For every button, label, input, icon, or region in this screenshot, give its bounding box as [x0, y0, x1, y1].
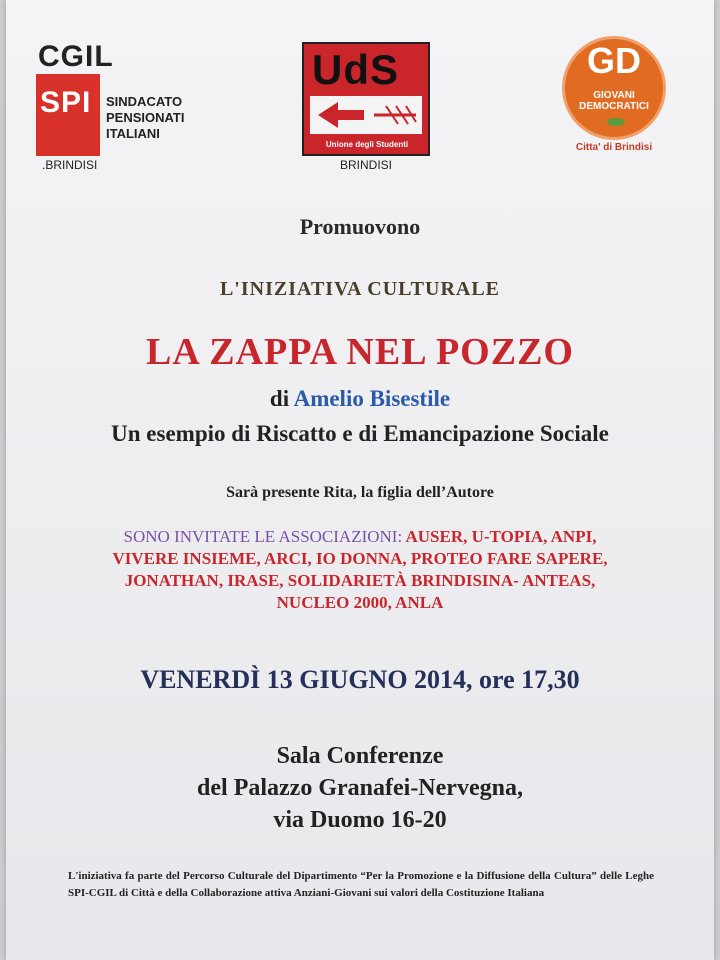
gd-logo-city: Citta' di Brindisi: [575, 142, 653, 153]
poster: [6, 0, 714, 960]
spi-line-1: SINDACATO: [106, 94, 183, 109]
uds-logo-subtitle: Unione degli Studenti: [325, 140, 409, 149]
spi-logo-city: .BRINDISI: [42, 158, 98, 172]
venue-line-1: Sala Conferenze: [276, 743, 444, 769]
gd-line-2: DEMOCRATICI: [579, 101, 649, 112]
author-name: Amelio Bisestile: [293, 386, 451, 411]
associations-block: [6, 526, 714, 614]
uds-logo-city: BRINDISI: [339, 158, 392, 172]
gd-logo-subtitle: [562, 90, 666, 112]
footer-note: L'iniziativa fa parte del Percorso Culturale del Dipartimento “Per la Promozione e la Diffusione della Cultura” delle Leghe SPI-CGIL di Città e della Collaborazione attiva Anziani-Giovani sui valori della Costituzione Italiana: [68, 870, 654, 899]
cgil-logo-word: CGIL: [38, 40, 114, 73]
gd-leaf-icon: [606, 116, 626, 128]
uds-logo-word: UdS: [312, 46, 399, 93]
cgil-spi-logo: [36, 40, 186, 175]
venue-block: [6, 740, 714, 836]
iniziativa-heading: L'INIZIATIVA CULTURALE: [219, 278, 501, 300]
gd-logo-word: GD: [587, 40, 641, 81]
book-subtitle: Un esempio di Riscatto e di Emancipazione Sociale: [111, 421, 609, 446]
book-title: LA ZAPPA NEL POZZO: [146, 331, 574, 373]
event-date: VENERDÌ 13 GIUGNO 2014, ore 17,30: [140, 665, 580, 694]
spi-logo-lines: [106, 94, 185, 142]
associations-first: AUSER, U-TOPIA, ANPI,: [405, 527, 597, 546]
associations-line-1: [6, 526, 714, 548]
author-line: [6, 386, 714, 412]
uds-logo-box: [302, 42, 430, 156]
gd-logo: [554, 36, 674, 161]
associations-lead: SONO INVITATE LE ASSOCIAZIONI:: [123, 527, 403, 546]
spi-line-2: PENSIONATI: [106, 110, 185, 125]
associations-line-3: JONATHAN, IRASE, SOLIDARIETÀ BRINDISINA- ANTEAS,: [124, 571, 596, 590]
venue-line-3: via Duomo 16-20: [273, 807, 447, 833]
venue-line-2: del Palazzo Granafei-Nervegna,: [197, 775, 523, 801]
associations-line-2: VIVERE INSIEME, ARCI, IO DONNA, PROTEO FARE SAPERE,: [112, 549, 608, 568]
spi-logo-word: SPI: [40, 86, 92, 119]
spi-line-3: ITALIANI: [106, 126, 160, 141]
associations-line-4: NUCLEO 2000, ANLA: [276, 593, 444, 612]
promuovono-heading: Promuovono: [299, 214, 421, 239]
author-by: di: [269, 386, 290, 411]
gd-line-1: GIOVANI: [593, 90, 635, 101]
uds-logo: [302, 42, 432, 177]
presente-note: Sarà presente Rita, la figlia dell’Autore: [226, 484, 494, 501]
